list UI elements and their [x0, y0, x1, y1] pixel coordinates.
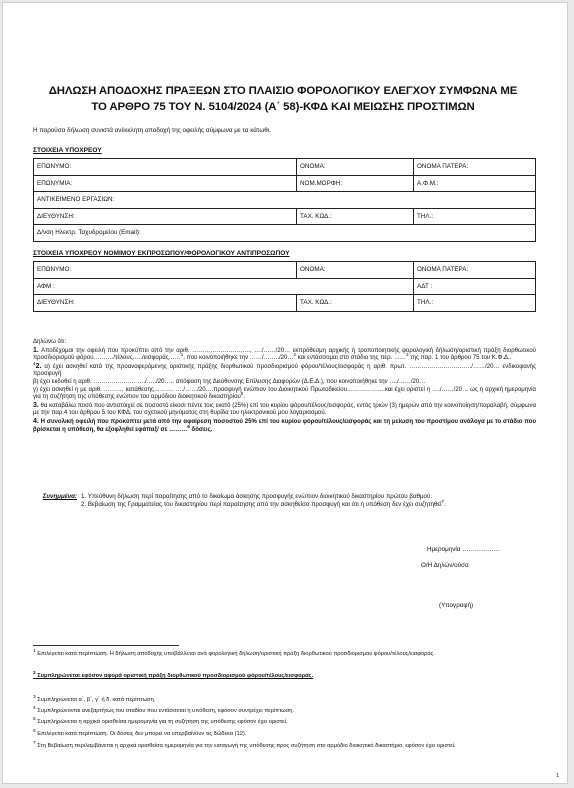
table-row — [34, 278, 536, 295]
footnote-5: $^5$ Συμπληρώνεται η αρχικά ορισθείσα ημερομηνία για τη συζήτηση της υπόθεσης εφόσον έχει οριστεί. — [33, 717, 288, 725]
obligor-details-table — [33, 158, 536, 242]
document-page — [2, 2, 568, 784]
email-field[interactable]: Δ/νση Ηλεκτρ. Ταχυδρομείου (Email): — [34, 225, 536, 242]
rep-first-name-field[interactable]: ΟΝΟΜΑ: — [297, 262, 414, 279]
item-number: 3. — [33, 401, 39, 409]
table-row — [34, 225, 536, 242]
signature-field[interactable]: (Υπογραφή) — [439, 602, 474, 609]
declaration-item-1: 1. Αποδέχομαι την οφειλή που προκύπτει από την αριθ. ……………………….., …./……/20… εκπρόθεσμη αρχικής ή τροποποιητικής φορολογική δήλωση/οριστική πράξη διορθωτικού προσδιορισμού φόρου………./τέλους…../εισφοράς……$^1$, που κοινοποιήθηκε την ……/……../20…$^2$ και εντάσσομαι στο στάδιο της περ. ……$^3$ της παρ. 1 του άρθρου 75 του Κ.Φ.Δ.. — [33, 346, 536, 362]
address-field[interactable]: ΔΙΕΥΘΥΝΣΗ: — [34, 208, 297, 225]
declaration-item-2: $^4$2. α) έχει ασκηθεί κατά της προαναφερόμενης οριστικής πράξης διορθωτικού προσδιορισμού φόρου/τέλους/εισφοράς η αριθ. πρωτ. …………………………./……/20… ενδικοφανής προσφυγή — [33, 360, 536, 378]
attachments-block — [33, 493, 536, 509]
intro-text: Η παρούσα δήλωση συνιστά ανέκκλητη αποδοχή της οφειλής σύμφωνα με τα κάτωθι. — [33, 127, 271, 134]
footnote-3: $^3$ Συμπληρώνεται α΄, β΄, γ΄ ή δ, κατά περίπτωση. — [33, 695, 156, 703]
declaration-item-2b: β) έχει εκδοθεί η αριθ. ………………… …./…../20….. απόφαση της Διεύθυνσης Επίλυσης Διαφορών (Δ.Ε.Δ.), που κοινοποιήθηκε την …./……/20… — [33, 378, 426, 385]
item-number: 1. — [33, 346, 39, 354]
footnote-6: $^6$ Επιλέγεται κατά περίπτωση. Οι δόσεις δεν μπορεί να υπερβαίνουν τις δώδεκα (12). — [33, 729, 247, 737]
footnote-2: $^2$ Συμπληρώνεται εφόσον αφορά οριστική πράξη διορθωτικού προσδιορισμού φόρου/τέλους/εισφοράς. — [33, 671, 314, 679]
footnote-1: $^1$ Επιλέγεται κατά περίπτωση. Η δήλωση αποδοχής υποβάλλεται ανά φορολογική δήλωση/οριστική πράξη διορθωτικού προσδιορισμού φόρου/τέλους/εισφοράς. — [33, 649, 436, 657]
document-title-line-2: ΤΟ ΑΡΘΡΟ 75 ΤΟΥ Ν. 5104/2024 (Α΄ 58)-ΚΦΔ ΚΑΙ ΜΕΙΩΣΗΣ ΠΡΟΣΤΙΜΩΝ — [91, 101, 475, 113]
phone-field[interactable]: ΤΗΛ.: — [414, 208, 536, 225]
table-row — [34, 208, 536, 225]
representative-details-table — [33, 261, 536, 312]
declaration-item-3: 3. θα καταβάλω ποσό που αντιστοιχεί σε ποσοστό είκοσι πέντε τοις εκατό (25%) επί του κυρίου φόρου/τέλους/εισφοράς, εντός τριών (3) ημερών από την κοινοποίηση/παραλαβή, σύμφωνα με την παρ.4 του άρθρου 5 του ΚΦΔ, του σχετικού μηνύματος στη θυρίδα του ηλεκτρονικού μου λογαριασμού. — [33, 401, 536, 417]
attachments-label: Συνημμένα: — [42, 493, 77, 500]
table-row — [34, 159, 536, 176]
attachment-1: 1. Υπεύθυνη δήλωση περί παραίτησης από το δικαίωμα άσκησης προσφυγής ενώπιον διοικητικού δικαστηρίου πρώτου βαθμού. — [81, 493, 433, 500]
list-item — [33, 498, 536, 509]
first-name-field[interactable]: ΟΝΟΜΑ: — [297, 159, 414, 176]
rep-father-name-field[interactable]: ΟΝΟΜΑ ΠΑΤΕΡΑ: — [414, 262, 536, 279]
postal-code-field[interactable]: ΤΑΧ. ΚΩΔ.: — [297, 208, 414, 225]
footnote-4: $^4$ Συμπληρώνονται ανεξαρτήτως του σταδίου που εντάσσεται η υπόθεση, εφόσον συντρέχει περίπτωση. — [33, 706, 294, 714]
rep-tax-id-field[interactable]: ΑΦΜ : — [34, 278, 414, 295]
list-item — [33, 493, 536, 501]
declaration-item-4: 4. Η συνολική οφειλή που προκύπτει μετά από την αφαίρεση ποσοστού 25% επί του κυρίου φόρου/τέλους/εισφοράς και τη μείωση του προστίμου ανάλογα με το στάδιο που βρίσκεται η υπόθεση, θα εξοφληθεί εφάπαξ/ σε ………$^6$ δόσεις. — [33, 417, 536, 433]
rep-phone-field[interactable]: ΤΗΛ.: — [414, 295, 536, 312]
declaration-lead: Δηλώνω ότι: — [33, 339, 67, 345]
table-row — [34, 175, 536, 192]
rep-surname-field[interactable]: ΕΠΩΝΥΜΟ: — [34, 262, 297, 279]
declaration-body — [33, 339, 536, 434]
father-name-field[interactable]: ΟΝΟΜΑ ΠΑΤΕΡΑ: — [414, 159, 536, 176]
item-number: 2. — [35, 362, 42, 370]
rep-postal-code-field[interactable]: ΤΑΧ. ΚΩΔ.: — [297, 295, 414, 312]
declaration-item-2c: γ) έχει ασκηθεί η με αριθ. ………. κατάθεσης………. …./……/20….προσφυγή ενώπιον του Διοικητικού Πρωτοδικείου……………….και έχει οριστεί η …./……/20… ως η αρχική ημερομηνία για τη συζήτηση της υπόθεσης ενώπιον του αρμόδιου διοικητικού δικαστηρίου$^5$. — [33, 386, 536, 401]
date-field[interactable]: Ημερομηνία ……………… — [427, 546, 500, 553]
legal-form-field[interactable]: ΝΟΜ.ΜΟΡΦΗ: — [297, 175, 414, 192]
footnote-7: $^7$ Στη Βεβαίωση περιλαμβάνεται η αρχικά ορισθείσα ημερομηνία για την εισαγωγή της υπόθεσης προς συζήτηση στο αρμόδιο διοικητικό δικαστήριο, εφόσον έχει οριστεί. — [33, 741, 456, 749]
tax-id-field[interactable]: Α.Φ.Μ.: — [414, 175, 536, 192]
document-title-line-1: ΔΗΛΩΣΗ ΑΠΟΔΟΧΗΣ ΠΡΑΞΕΩΝ ΣΤΟ ΠΛΑΙΣΙΟ ΦΟΡΟΛΟΓΙΚΟΥ ΕΛΕΓΧΟΥ ΣΥΜΦΩΝΑ ΜΕ — [48, 85, 518, 97]
business-activity-field[interactable]: ΑΝΤΙΚΕΙΜΕΝΟ ΕΡΓΑΣΙΩΝ: — [34, 192, 536, 209]
item-number: 4. — [33, 417, 39, 425]
attachment-2: 2. Βεβαίωση της Γραμματείας του δικαστηρίου περί παραίτησης από την ασκηθείσα προσφυγή και ότι η υπόθεση δεν έχει συζητηθεί$^7$. — [81, 498, 446, 508]
rep-id-card-field[interactable]: ΑΔΤ : — [414, 278, 536, 295]
footnote-divider — [33, 645, 179, 646]
surname-field[interactable]: ΕΠΩΝΥΜΟ: — [34, 159, 297, 176]
company-name-field[interactable]: ΕΠΩΝΥΜΙΑ: — [34, 175, 297, 192]
table-row — [34, 262, 536, 279]
rep-address-field[interactable]: ΔΙΕΥΘΥΝΣΗ: — [34, 295, 297, 312]
table-row — [34, 295, 536, 312]
table-row — [34, 192, 536, 209]
page-number: 1 — [556, 773, 559, 779]
section-heading-representative: ΣΤΟΙΧΕΙΑ ΥΠΟΧΡΕΟΥ ΝΟΜΙΜΟΥ ΕΚΠΡΟΣΩΠΟΥ/ΦΟΡΟΛΟΓΙΚΟΥ ΑΝΤΙΠΡΟΣΩΠΟΥ — [33, 250, 290, 257]
section-heading-obligor: ΣΤΟΙΧΕΙΑ ΥΠΟΧΡΕΟΥ — [33, 147, 102, 154]
declarant-label: Ο/Η Δηλών/ούσα — [421, 562, 469, 569]
